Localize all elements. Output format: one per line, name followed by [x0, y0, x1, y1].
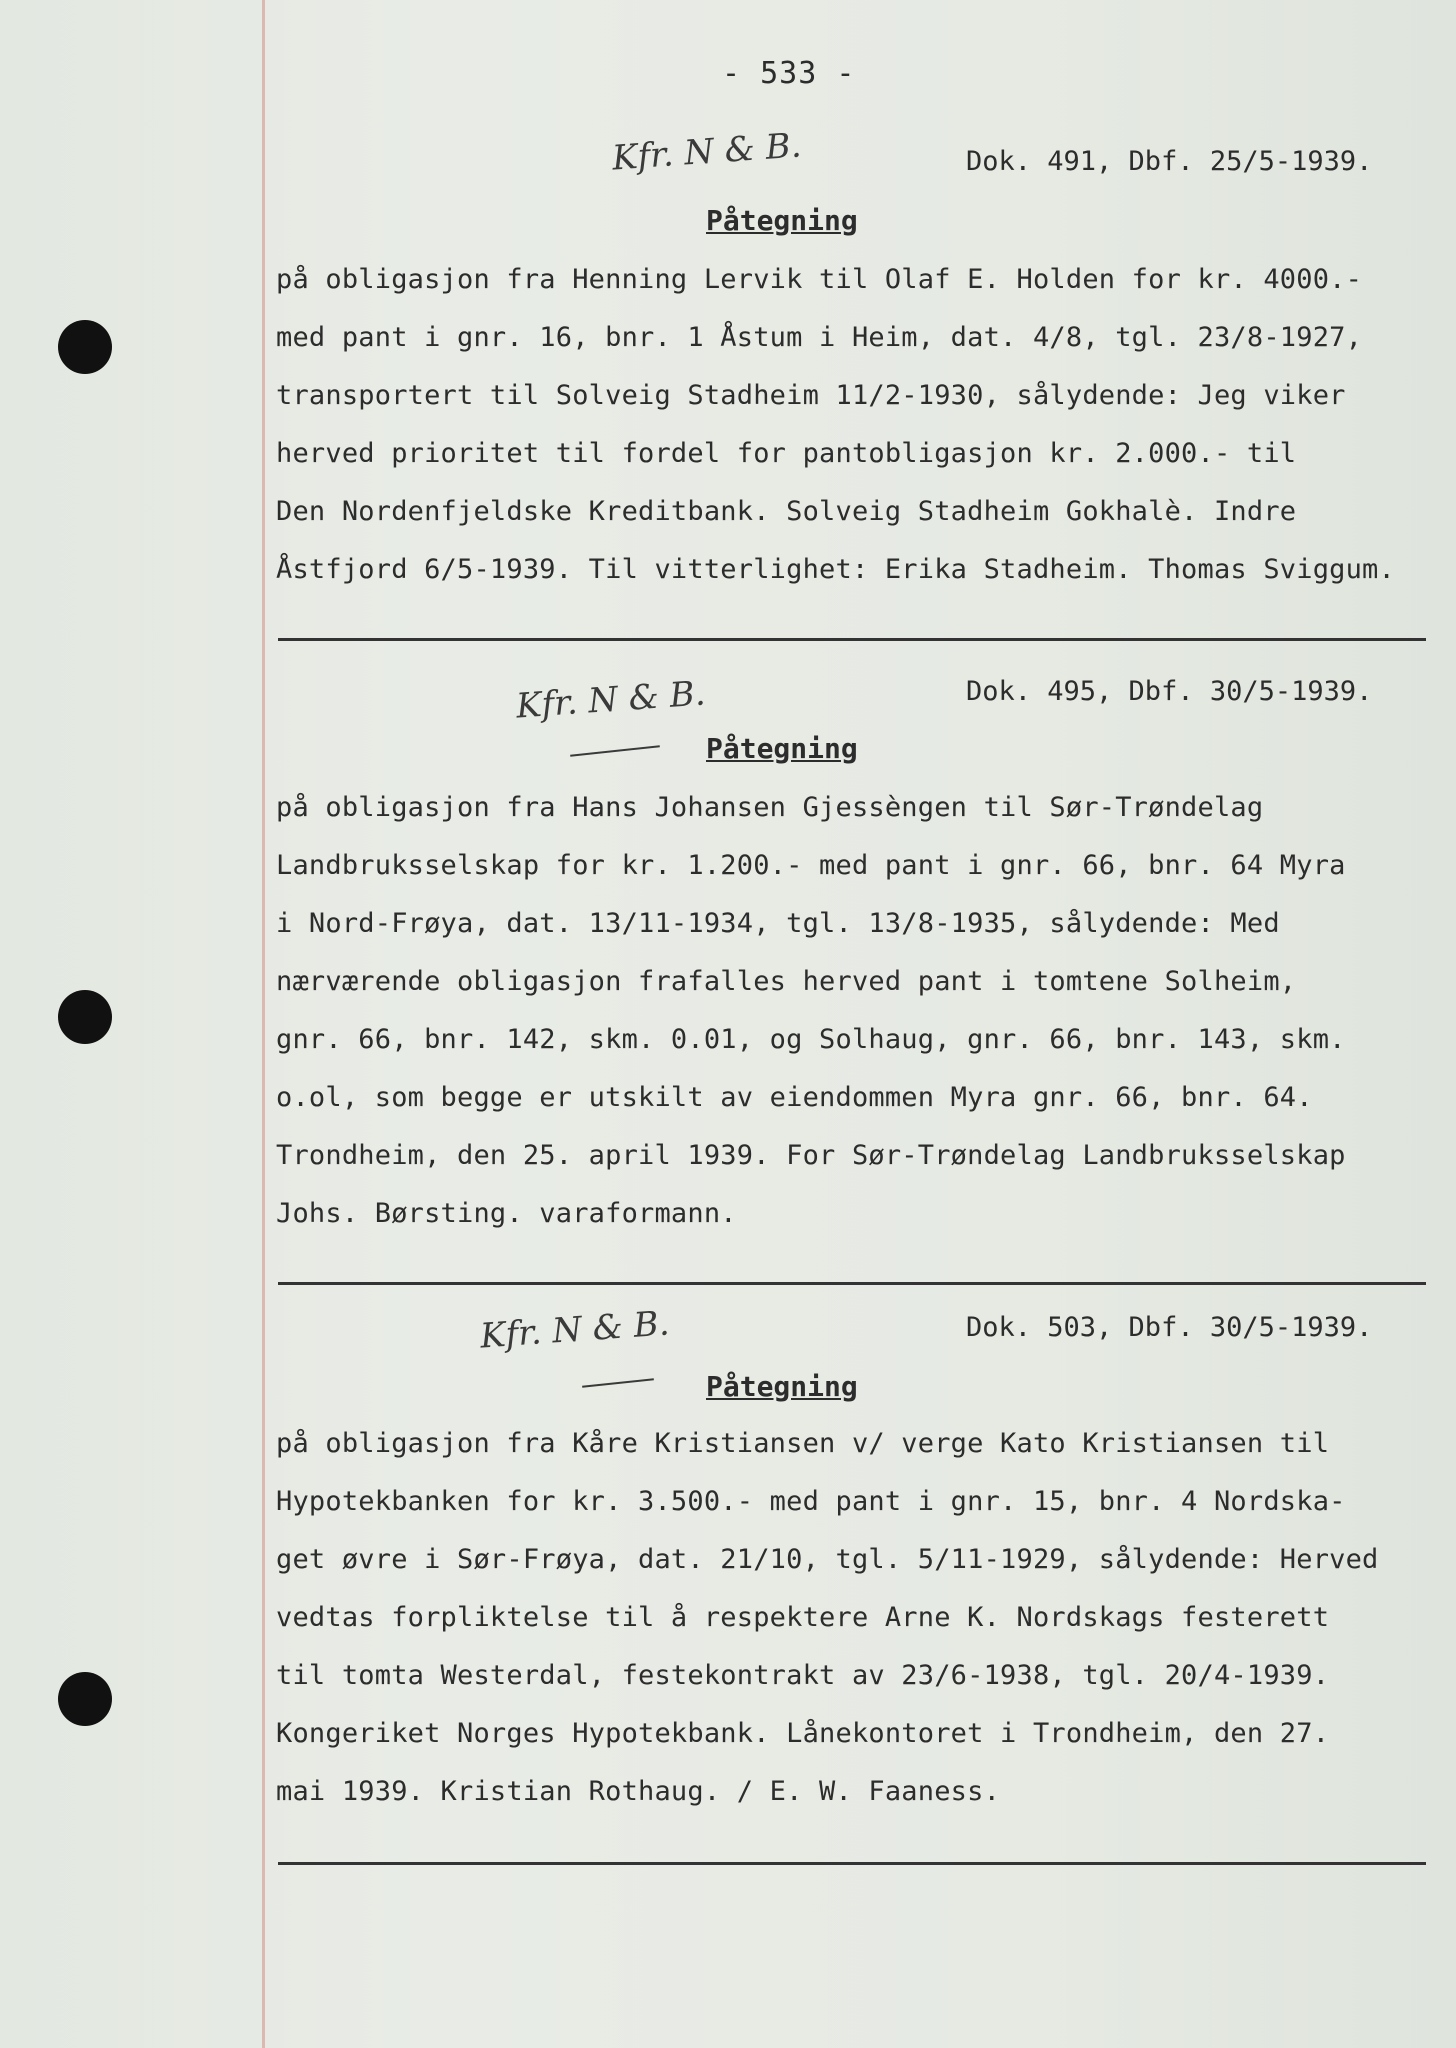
body-line: Den Nordenfjeldske Kreditbank. Solveig Stadheim Gokhalè. Indre: [276, 496, 1297, 527]
body-line: gnr. 66, bnr. 142, skm. 0.01, og Solhaug, gnr. 66, bnr. 143, skm.: [276, 1024, 1346, 1055]
body-line: vedtas forpliktelse til å respektere Arne K. Nordskags festerett: [276, 1602, 1330, 1633]
punch-hole-bottom: [58, 1672, 112, 1726]
body-line: på obligasjon fra Kåre Kristiansen v/ verge Kato Kristiansen til: [276, 1428, 1330, 1459]
handwritten-underline: [582, 1378, 654, 1388]
body-line: transportert til Solveig Stadheim 11/2-1930, sålydende: Jeg viker: [276, 380, 1346, 411]
section-heading: Påtegning: [706, 1370, 858, 1403]
body-line: get øvre i Sør-Frøya, dat. 21/10, tgl. 5/11-1929, sålydende: Herved: [276, 1544, 1379, 1575]
body-line: Johs. Børsting. varaformann.: [276, 1198, 737, 1229]
handwritten-note: Kfr. N & B.: [610, 125, 803, 179]
body-line: herved prioritet til fordel for pantobligasjon kr. 2.000.- til: [276, 438, 1297, 469]
body-line: på obligasjon fra Henning Lervik til Olaf E. Holden for kr. 4000.-: [276, 264, 1363, 295]
body-line: o.ol, som begge er utskilt av eiendommen Myra gnr. 66, bnr. 64.: [276, 1082, 1313, 1113]
body-line: Landbruksselskap for kr. 1.200.- med pant i gnr. 66, bnr. 64 Myra: [276, 850, 1346, 881]
section-heading: Påtegning: [706, 204, 858, 237]
body-line: Hypotekbanken for kr. 3.500.- med pant i gnr. 15, bnr. 4 Nordska-: [276, 1486, 1346, 1517]
handwritten-note: Kfr. N & B.: [478, 1303, 671, 1357]
document-reference: Dok. 495, Dbf. 30/5-1939.: [966, 676, 1373, 707]
punch-hole-middle: [58, 990, 112, 1044]
page-number: - 533 -: [722, 56, 856, 91]
section-divider: [278, 1282, 1426, 1285]
body-line: til tomta Westerdal, festekontrakt av 23/6-1938, tgl. 20/4-1939.: [276, 1660, 1330, 1691]
handwritten-underline: [570, 745, 660, 756]
section-divider: [278, 638, 1426, 641]
document-reference: Dok. 491, Dbf. 25/5-1939.: [966, 146, 1373, 177]
handwritten-note: Kfr. N & B.: [514, 673, 707, 727]
body-line: med pant i gnr. 16, bnr. 1 Åstum i Heim, dat. 4/8, tgl. 23/8-1927,: [276, 322, 1363, 353]
body-line: Kongeriket Norges Hypotekbank. Lånekontoret i Trondheim, den 27.: [276, 1718, 1330, 1749]
body-line: mai 1939. Kristian Rothaug. / E. W. Faaness.: [276, 1776, 1001, 1807]
body-line: på obligasjon fra Hans Johansen Gjessèngen til Sør-Trøndelag: [276, 792, 1264, 823]
section-divider: [278, 1862, 1426, 1865]
body-line: Åstfjord 6/5-1939. Til vitterlighet: Erika Stadheim. Thomas Sviggum.: [276, 554, 1395, 585]
section-heading: Påtegning: [706, 732, 858, 765]
body-line: nærværende obligasjon frafalles herved pant i tomtene Solheim,: [276, 966, 1297, 997]
body-line: Trondheim, den 25. april 1939. For Sør-Trøndelag Landbruksselskap: [276, 1140, 1346, 1171]
document-reference: Dok. 503, Dbf. 30/5-1939.: [966, 1312, 1373, 1343]
margin-line: [262, 0, 265, 2048]
punch-hole-top: [58, 320, 112, 374]
body-line: i Nord-Frøya, dat. 13/11-1934, tgl. 13/8-1935, sålydende: Med: [276, 908, 1280, 939]
